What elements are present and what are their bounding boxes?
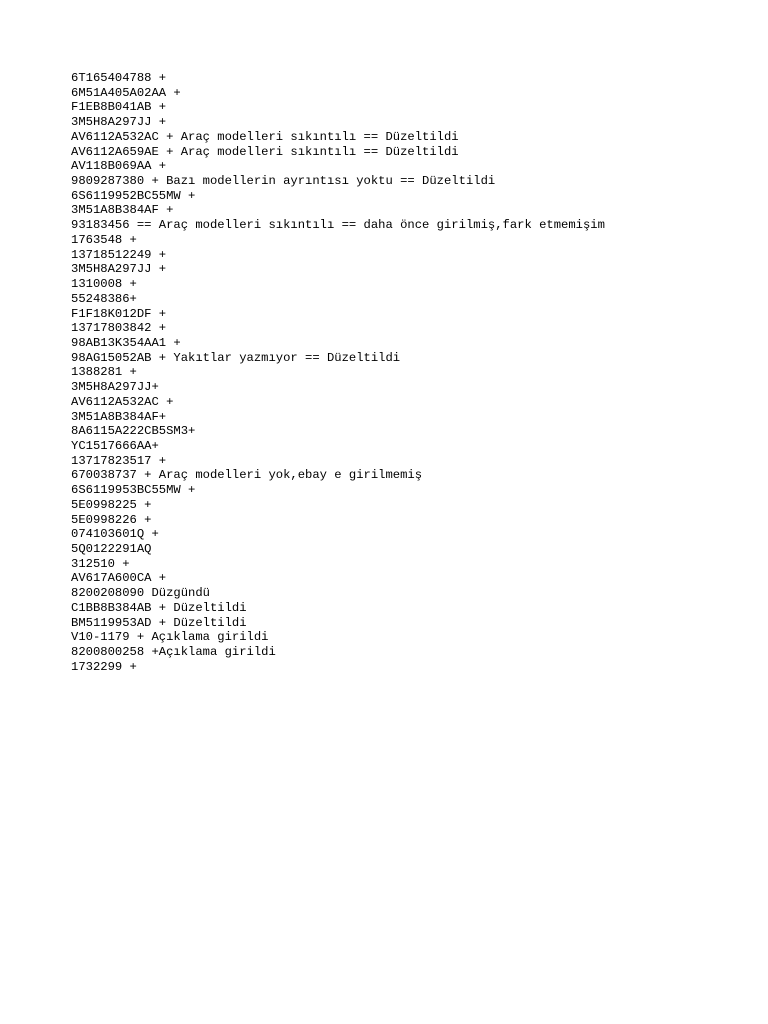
- text-line: 312510 +: [71, 556, 130, 571]
- text-line: 3M51A8B384AF+: [71, 409, 167, 424]
- text-line: 8A6115A222CB5SM3+: [71, 424, 196, 439]
- text-line: 3M51A8B384AF +: [71, 203, 174, 218]
- text-line: 93183456 == Araç modelleri sıkıntılı == daha önce girilmiş,fark etmemişim: [71, 218, 605, 233]
- text-line: AV617A600CA +: [71, 571, 167, 586]
- text-line: 5E0998225 +: [71, 497, 152, 512]
- text-line: AV6112A659AE + Araç modelleri sıkıntılı == Düzeltildi: [71, 144, 459, 159]
- text-line: C1BB8B384AB + Düzeltildi: [71, 600, 247, 615]
- text-line: 3M5H8A297JJ+: [71, 380, 159, 395]
- text-line: 1763548 +: [71, 232, 137, 247]
- text-line: 074103601Q +: [71, 527, 159, 542]
- text-line: YC1517666AA+: [71, 438, 159, 453]
- text-line: 13718512249 +: [71, 247, 167, 262]
- text-line: 8200800258 +Açıklama girildi: [71, 645, 276, 660]
- text-line: V10-1179 + Açıklama girildi: [71, 630, 269, 645]
- text-line: 1388281 +: [71, 365, 137, 380]
- text-line: 6S6119953BC55MW +: [71, 483, 196, 498]
- text-line: 3M5H8A297JJ +: [71, 115, 167, 130]
- document-text: [71, 71, 711, 674]
- text-line: 5Q0122291AQ: [71, 542, 152, 556]
- text-line: 5E0998226 +: [71, 512, 152, 527]
- text-line: 98AG15052AB + Yakıtlar yazmıyor == Düzeltildi: [71, 350, 401, 365]
- text-line: 98AB13K354AA1 +: [71, 335, 181, 350]
- text-line: 13717823517 +: [71, 453, 167, 468]
- text-line: AV118B069AA +: [71, 159, 167, 174]
- text-line: F1EB8B041AB +: [71, 100, 167, 115]
- text-line: 9809287380 + Bazı modellerin ayrıntısı yoktu == Düzeltildi: [71, 174, 496, 189]
- text-line: 6T165404788 +: [71, 71, 167, 85]
- text-line: AV6112A532AC +: [71, 394, 174, 409]
- text-line: AV6112A532AC + Araç modelleri sıkıntılı == Düzeltildi: [71, 129, 459, 144]
- text-line: 6S6119952BC55MW +: [71, 188, 196, 203]
- text-line: F1F18K012DF +: [71, 306, 167, 321]
- text-line: 8200208090 Düzgündü: [71, 586, 210, 601]
- text-line: 1732299 +: [71, 659, 137, 674]
- text-line: 1310008 +: [71, 277, 137, 292]
- text-line: BM5119953AD + Düzeltildi: [71, 615, 247, 630]
- text-line: 3M5H8A297JJ +: [71, 262, 167, 277]
- text-line: 55248386+: [71, 291, 137, 306]
- text-line: 6M51A405A02AA +: [71, 85, 181, 100]
- text-line: 670038737 + Araç modelleri yok,ebay e girilmemiş: [71, 468, 423, 483]
- text-line: 13717803842 +: [71, 321, 167, 336]
